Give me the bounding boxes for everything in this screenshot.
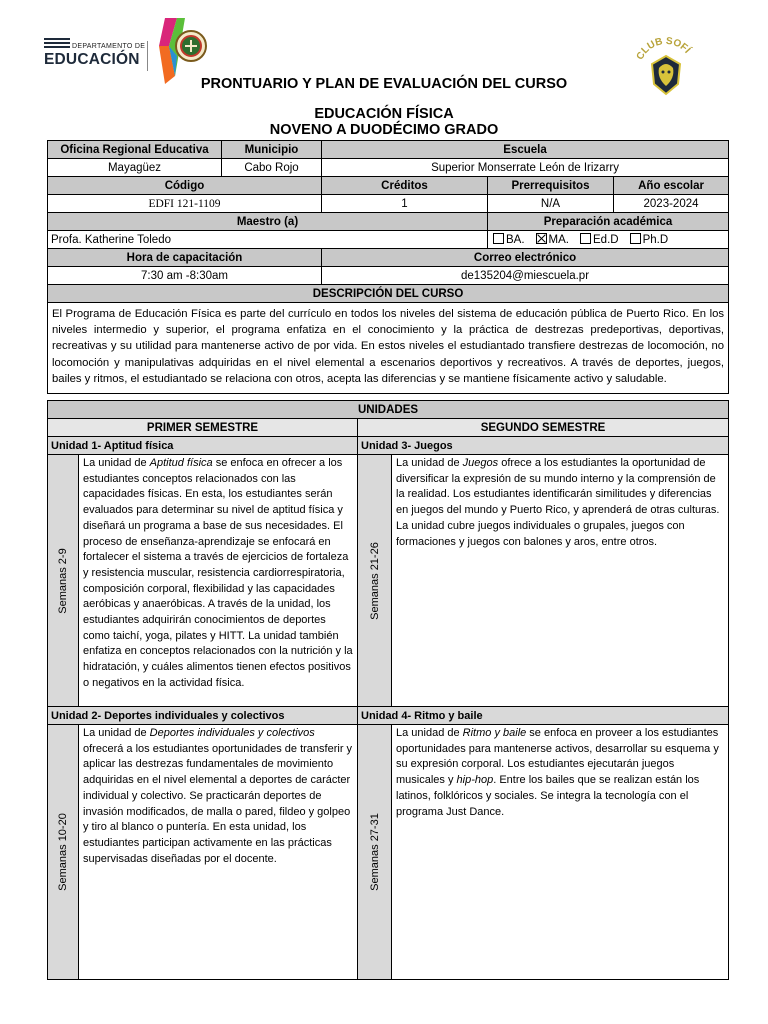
header-preparacion: Preparación académica [488, 213, 729, 231]
prep-option-label: MA. [548, 233, 569, 246]
logo-divider [147, 41, 148, 71]
prep-option-ba[interactable] [493, 234, 525, 246]
unit-1-title: Unidad 1- Aptitud física [48, 437, 358, 455]
document-title: PRONTUARIO Y PLAN DE EVALUACIÓN DEL CURSO [200, 76, 568, 92]
first-semester-heading: PRIMER SEMESTRE [48, 419, 358, 437]
course-info-table [47, 140, 729, 394]
subject-title: EDUCACIÓN FÍSICA [314, 106, 454, 122]
checkbox-icon[interactable] [493, 233, 504, 244]
header-descripcion: DESCRIPCIÓN DEL CURSO [48, 285, 729, 303]
unit-4-title: Unidad 4- Ritmo y baile [358, 707, 729, 725]
checked-checkbox-icon[interactable] [536, 233, 547, 244]
header-oficina: Oficina Regional Educativa [48, 141, 222, 159]
second-semester-heading: SEGUNDO SEMESTRE [358, 419, 729, 437]
prep-option-label: Ed.D [593, 233, 619, 246]
value-oficina: Mayagüez [48, 159, 222, 177]
svg-text:CLUB SOFÍ: CLUB SOFÍ [634, 35, 693, 62]
logo-edu-text: EDUCACIÓN [44, 51, 140, 68]
prep-option-label: BA. [506, 233, 525, 246]
unit-1-description: La unidad de Aptitud física se enfoca en ofrecer a los estudiantes conceptos relacionados con las capacidades físicas. En esta, los estudiantes serán evaluados para determinar su nivel de aptitud física y diseñará un programa a base de sus necesidades. El proceso de enseñanza-aprendizaje se enfocará en fortalecer el sistema a través de ejercicios de fortaleza y resistencia muscular, resistencia cardiorrespiratoria, composición corporal, flexibilidad y las capacidades aeróbicas y anaeróbicas. A través de la unidad, los estudiantes adquirirán conocimientos de deportes como taichí, yoga, pilates y HITT. La unidad también enfatiza en conceptos relacionados con la nutrición y la hidratación, y cuáles alimentos tienen efectos positivos o negativos en la actividad física. [79, 455, 358, 707]
units-table [47, 400, 729, 980]
prep-option-edd[interactable] [580, 234, 619, 246]
unit-3-weeks: Semanas 21-26 [358, 455, 392, 707]
header-hora: Hora de capacitación [48, 249, 322, 267]
prep-option-label: Ph.D [642, 233, 669, 246]
grades-title: NOVENO A DUODÉCIMO GRADO [269, 122, 499, 138]
preparacion-options [488, 231, 729, 249]
header-creditos: Créditos [322, 177, 488, 195]
header-municipio: Municipio [222, 141, 322, 159]
pr-flag-stripes-icon [44, 38, 72, 52]
value-creditos: 1 [322, 195, 488, 213]
value-municipio: Cabo Rojo [222, 159, 322, 177]
value-prerrequisitos: N/A [488, 195, 614, 213]
value-maestro: Profa. Katherine Toledo [48, 231, 488, 249]
unit-4-description: La unidad de Ritmo y baile se enfoca en proveer a los estudiantes oportunidades para mantenerse activos, desarrollar su esquema y su expresión corporal. Los estudiantes ejecutarán juegos musicales y hip-hop. Entre los bailes que se realizan están los latinos, folklóricos y sociales. Se integra la tecnología con el programa Just Dance. [392, 725, 729, 980]
unit-3-title: Unidad 3- Juegos [358, 437, 729, 455]
departamento-educacion-logo [44, 36, 154, 76]
header-prerrequisitos: Prerrequisitos [488, 177, 614, 195]
course-description: El Programa de Educación Física es parte del currículo en todos los niveles del sistema de educación pública de Puerto Rico. En los niveles intermedio y superior, el programa enfatiza en el conocimiento y la práctica de destrezas predeportivas, deportivas, recreativas y su utilidad para mantenerse activo de por vida. En estos niveles el estudiantado transfiere destrezas de locomoción, no locomoción y manipulativas adquiridas en el nivel elemental a escenarios deportivos y recreativos. A través de deportes, juegos, bailes y ritmos, el estudiantado se relaciona con otros, acepta las diferencias y se mantiene físicamente activo y saludable. [48, 303, 729, 394]
unit-2-description: La unidad de Deportes individuales y colectivos ofrecerá a los estudiantes oportunidades de transferir y aplicar las destrezas fundamentales de movimiento adquiridas en el nivel elemental a deportes de carácter individual y colectivo. Se practicarán deportes de invasión modificados, de malla o pared, fildeo y golpeo y tiro al blanco o puntería. En esta unidad, los estudiantes participan activamente en las prácticas supervisadas diseñadas por el docente. [79, 725, 358, 980]
value-escuela: Superior Monserrate León de Irizarry [322, 159, 729, 177]
header-anio-escolar: Año escolar [614, 177, 729, 195]
header-codigo: Código [48, 177, 322, 195]
value-correo: de135204@miescuela.pr [322, 267, 729, 285]
header-escuela: Escuela [322, 141, 729, 159]
prep-option-phd[interactable] [630, 234, 669, 246]
unit-2-title: Unidad 2- Deportes individuales y colectivos [48, 707, 358, 725]
logo-dept-text: DEPARTAMENTO DE [72, 43, 146, 50]
unit-3-description: La unidad de Juegos ofrece a los estudiantes la oportunidad de diversificar la expresión de su mundo interno y la comprensión de la realidad. Los estudiantes identificarán similitudes y diferencias en juegos del mundo y Puerto Rico, y aprenderá de otras culturas. La unidad cubre juegos individuales o grupales, juegos con formaciones y juegos con balones y aros, entre otros. [392, 455, 729, 707]
units-heading: UNIDADES [48, 401, 729, 419]
prep-option-ma[interactable] [536, 234, 569, 246]
header-maestro: Maestro (a) [48, 213, 488, 231]
value-anio-escolar: 2023-2024 [614, 195, 729, 213]
value-codigo: EDFI 121-1109 [48, 195, 322, 213]
unit-4-weeks: Semanas 27-31 [358, 725, 392, 980]
checkbox-icon[interactable] [630, 233, 641, 244]
header-correo: Correo electrónico [322, 249, 729, 267]
unit-2-weeks: Semanas 10-20 [48, 725, 79, 980]
unit-1-weeks: Semanas 2-9 [48, 455, 79, 707]
checkbox-icon[interactable] [580, 233, 591, 244]
value-hora: 7:30 am -8:30am [48, 267, 322, 285]
